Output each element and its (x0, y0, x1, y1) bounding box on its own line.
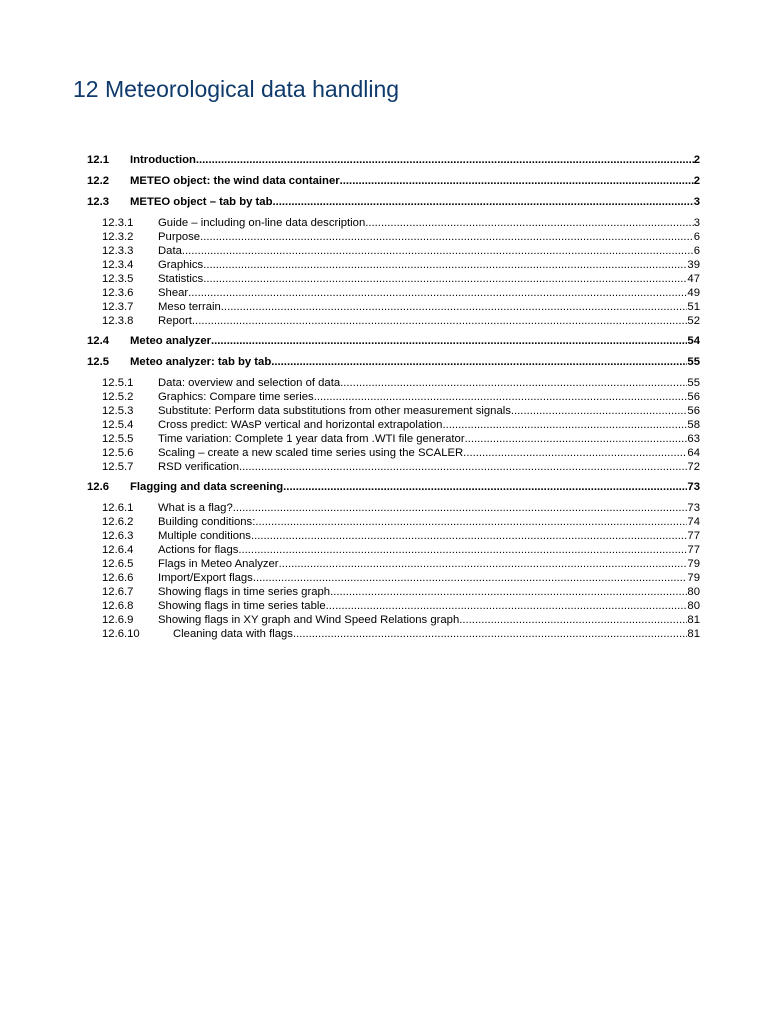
toc-entry-title: Scaling – create a new scaled time series using the SCALER. (158, 447, 467, 459)
toc-entry-title: Shear (158, 287, 189, 299)
toc-entry[interactable] (87, 460, 700, 474)
toc-entry-title: Actions for flags (158, 544, 239, 556)
toc-entry[interactable] (87, 352, 700, 373)
toc-entry-page: 3 (693, 196, 700, 208)
toc-dot-leader (233, 501, 688, 515)
toc-entry[interactable] (87, 286, 700, 300)
toc-entry-number: 12.5.5 (102, 433, 134, 445)
toc-entry-title: Introduction (130, 154, 196, 166)
toc-entry[interactable] (87, 446, 700, 460)
toc-entry-title: METEO object: the wind data container (130, 175, 340, 187)
toc-entry-title: Meteo analyzer (130, 335, 211, 347)
toc-entry[interactable] (87, 585, 700, 599)
toc-entry-page: 55 (687, 377, 700, 389)
toc-entry-title: RSD verification (158, 461, 239, 473)
toc-entry-page: 56 (687, 391, 700, 403)
toc-entry-number: 12.6.2 (102, 516, 134, 528)
toc-dot-leader (251, 529, 687, 543)
toc-dot-leader (239, 460, 687, 474)
toc-entry-page: 81 (687, 628, 700, 640)
toc-entry-title: Building conditions: (158, 516, 256, 528)
toc-entry[interactable] (87, 557, 700, 571)
toc-entry-page: 2 (693, 154, 700, 166)
toc-entry[interactable] (87, 404, 700, 418)
toc-entry[interactable] (87, 171, 700, 192)
toc-entry-number: 12.5.6 (102, 447, 134, 459)
toc-dot-leader (273, 192, 694, 213)
toc-entry-title: Showing flags in time series table (158, 600, 326, 612)
toc-entry-number: 12.3.6 (102, 287, 134, 299)
toc-entry-page: 73 (687, 502, 700, 514)
toc-entry-page: 79 (687, 558, 700, 570)
toc-entry-page: 49 (687, 287, 700, 299)
toc-entry-number: 12.6 (87, 481, 109, 493)
toc-entry-title: Showing flags in time series graph (158, 586, 331, 598)
toc-entry-title: Meso terrain (158, 301, 221, 313)
toc-entry-number: 12.6.1 (102, 502, 134, 514)
toc-entry[interactable] (87, 314, 700, 328)
toc-entry[interactable] (87, 390, 700, 404)
toc-dot-leader (330, 585, 687, 599)
toc-dot-leader (465, 432, 688, 446)
toc-entry-page: 77 (687, 544, 700, 556)
toc-entry-title: Data: overview and selection of data (158, 377, 341, 389)
toc-entry-number: 12.3.5 (102, 273, 134, 285)
toc-entry-page: 80 (687, 600, 700, 612)
toc-entry-title: Flagging and data screening (130, 481, 284, 493)
toc-entry[interactable] (87, 477, 700, 498)
toc-entry-number: 12.2 (87, 175, 109, 187)
toc-entry-title: Cross predict: WAsP vertical and horizontal extrapolation (158, 419, 443, 431)
toc-entry-page: 51 (687, 301, 700, 313)
toc-entry[interactable] (87, 613, 700, 627)
toc-entry-number: 12.5.7 (102, 461, 134, 473)
toc-entry[interactable] (87, 501, 700, 515)
toc-entry-number: 12.6.4 (102, 544, 134, 556)
toc-entry-page: 3 (693, 217, 700, 229)
toc-dot-leader (365, 216, 693, 230)
toc-entry-title: Data (158, 245, 182, 257)
page-title: 12 Meteorological data handling (73, 76, 400, 102)
toc-entry-number: 12.6.8 (102, 600, 134, 612)
toc-entry-title: Graphics (158, 259, 204, 271)
toc-entry-number: 12.6.10 (102, 628, 140, 640)
toc-dot-leader (442, 418, 687, 432)
toc-dot-leader (271, 352, 687, 373)
toc-dot-leader (459, 613, 687, 627)
toc-entry[interactable] (87, 571, 700, 585)
toc-entry-page: 47 (687, 273, 700, 285)
toc-dot-leader (314, 390, 688, 404)
toc-entry-page: 77 (687, 530, 700, 542)
toc-entry[interactable] (87, 230, 700, 244)
toc-entry-title: Cleaning data with flags (173, 628, 293, 640)
toc-entry-title: Time variation: Complete 1 year data from .WTI file generator (158, 433, 465, 445)
toc-dot-leader (326, 599, 688, 613)
toc-entry[interactable] (87, 192, 700, 213)
toc-entry-title: Guide – including on-line data description (158, 217, 366, 229)
toc-entry-title: Meteo analyzer: tab by tab (130, 356, 272, 368)
toc-entry[interactable] (87, 272, 700, 286)
toc-entry-page: 52 (687, 315, 700, 327)
toc-dot-leader (255, 515, 687, 529)
toc-entry[interactable] (87, 515, 700, 529)
toc-entry-number: 12.5.4 (102, 419, 134, 431)
toc-entry-page: 74 (687, 516, 700, 528)
toc-entry-title: Report (158, 315, 192, 327)
toc-entry-page: 6 (693, 245, 700, 257)
toc-entry-page: 64 (687, 447, 700, 459)
toc-dot-leader (279, 557, 688, 571)
toc-entry-page: 55 (687, 356, 700, 368)
toc-entry[interactable] (87, 432, 700, 446)
toc-entry-page: 79 (687, 572, 700, 584)
toc-entry-page: 81 (687, 614, 700, 626)
toc-entry-number: 12.3.7 (102, 301, 134, 313)
toc-entry-page: 2 (693, 175, 700, 187)
toc-entry[interactable] (87, 376, 700, 390)
toc-entry-number: 12.3.8 (102, 315, 134, 327)
toc-dot-leader (221, 300, 688, 314)
toc-entry-number: 12.6.5 (102, 558, 134, 570)
toc-dot-leader (511, 404, 688, 418)
toc-dot-leader (340, 376, 687, 390)
toc-entry-number: 12.1 (87, 154, 109, 166)
toc-entry[interactable] (87, 258, 700, 272)
toc-entry-number: 12.6.6 (102, 572, 134, 584)
toc-entry[interactable] (87, 331, 700, 352)
toc-entry[interactable] (87, 216, 700, 230)
toc-entry[interactable] (87, 627, 700, 641)
toc-entry-number: 12.3 (87, 196, 109, 208)
toc-dot-leader (203, 258, 687, 272)
toc-entry-page: 6 (693, 231, 700, 243)
toc-entry-page: 72 (687, 461, 700, 473)
toc-entry-title: Import/Export flags (158, 572, 253, 584)
toc-entry-number: 12.3.1 (102, 217, 134, 229)
toc-dot-leader (203, 272, 687, 286)
toc-entry-number: 12.3.4 (102, 259, 134, 271)
toc-dot-leader (200, 230, 694, 244)
toc-entry-page: 58 (687, 419, 700, 431)
toc-entry-title: METEO object – tab by tab (130, 196, 273, 208)
toc-entry-title: Substitute: Perform data substitutions from other measurement signals (158, 405, 511, 417)
toc-dot-leader (466, 446, 687, 460)
toc-entry-page: 80 (687, 586, 700, 598)
toc-dot-leader (211, 331, 687, 352)
toc-dot-leader (238, 543, 687, 557)
toc-dot-leader (283, 477, 687, 498)
toc-entry-page: 63 (687, 433, 700, 445)
toc-entry[interactable] (87, 543, 700, 557)
toc-entry-number: 12.5.1 (102, 377, 134, 389)
toc-dot-leader (192, 314, 688, 328)
toc-entry[interactable] (87, 529, 700, 543)
toc-entry[interactable] (87, 300, 700, 314)
toc-entry[interactable] (87, 418, 700, 432)
table-of-contents (87, 150, 700, 641)
toc-entry-title: What is a flag? (158, 502, 233, 514)
toc-entry-number: 12.6.3 (102, 530, 134, 542)
toc-dot-leader (253, 571, 688, 585)
toc-entry-page: 39 (687, 259, 700, 271)
toc-dot-leader (188, 286, 687, 300)
toc-entry-title: Showing flags in XY graph and Wind Speed Relations graph (158, 614, 460, 626)
toc-entry-number: 12.3.2 (102, 231, 134, 243)
toc-entry-title: Graphics: Compare time series (158, 391, 314, 403)
toc-entry-number: 12.5.3 (102, 405, 134, 417)
toc-entry-page: 56 (687, 405, 700, 417)
toc-entry-title: Multiple conditions (158, 530, 251, 542)
toc-entry[interactable] (87, 599, 700, 613)
toc-entry-number: 12.5.2 (102, 391, 134, 403)
toc-entry-title: Statistics (158, 273, 204, 285)
toc-entry-page: 73 (687, 481, 700, 493)
toc-entry[interactable] (87, 150, 700, 171)
toc-entry-number: 12.6.7 (102, 586, 134, 598)
toc-entry-number: 12.6.9 (102, 614, 134, 626)
toc-entry-number: 12.4 (87, 335, 109, 347)
toc-entry-number: 12.5 (87, 356, 109, 368)
toc-entry-title: Purpose (158, 231, 201, 243)
toc-entry-number: 12.3.3 (102, 245, 134, 257)
toc-entry-page: 54 (687, 335, 700, 347)
toc-dot-leader (293, 627, 687, 641)
toc-dot-leader (182, 244, 694, 258)
toc-dot-leader (340, 171, 694, 192)
toc-entry-title: Flags in Meteo Analyzer (158, 558, 279, 570)
toc-entry[interactable] (87, 244, 700, 258)
toc-dot-leader (196, 150, 694, 171)
